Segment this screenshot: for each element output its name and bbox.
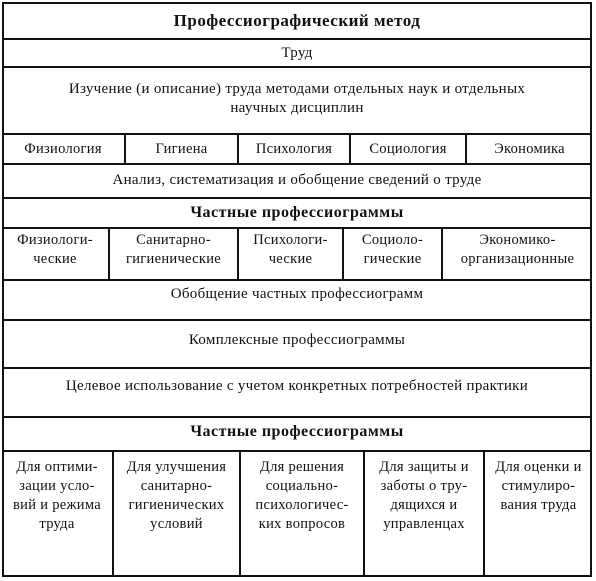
private-professiograms-header-1: Частные профессиограммы: [190, 204, 404, 221]
generalization-box: Обобщение частных профессиограмм: [170, 285, 424, 302]
diagram-title: Профессиографический метод: [173, 11, 421, 30]
science-psychology: Психология: [239, 135, 351, 163]
target-use-box: Целевое использование с учетом конкретных потребностей практики: [65, 377, 529, 394]
purpose-evaluation-stimulation: Для оценки и стимулиро- вания труда: [495, 459, 582, 513]
science-sociology: Социология: [351, 135, 467, 163]
study-box: Изучение (и описание) труда методами отдельных наук и отдельных научных дисциплин: [68, 81, 526, 116]
purpose-social-psychological: Для решения социально- психологичес- ких вопросов: [241, 452, 365, 577]
complex-box: Комплексные профессиограммы: [188, 331, 406, 348]
purposes-row: [2, 452, 592, 577]
private-types-row: [2, 229, 592, 279]
science-economics: Экономика: [494, 140, 565, 157]
science-hygiene: Гигиена: [126, 135, 239, 163]
sciences-row: [2, 135, 592, 163]
type-sanitary-hygienic: Санитарно- гигиенические: [110, 229, 239, 279]
type-psychological: Психологи- ческие: [239, 229, 344, 279]
labor-box: Труд: [281, 44, 313, 61]
type-physiological: Физиологи- ческие: [2, 229, 110, 279]
type-economic-organizational: Экономико- организационные: [460, 232, 575, 267]
type-sociological: Социоло- гические: [344, 229, 443, 279]
purpose-worker-protection: Для защиты и заботы о тру- дящихся и управленцах: [365, 452, 485, 577]
science-physiology: Физиология: [2, 135, 126, 163]
private-professiograms-header-2: Частные профессиограммы: [190, 423, 404, 440]
analysis-box: Анализ, систематизация и обобщение сведений о труде: [112, 171, 482, 188]
purpose-optimization: Для оптими- зации усло- вий и режима труда: [2, 452, 114, 577]
purpose-sanitary-improvement: Для улучшения санитарно- гигиенических условий: [114, 452, 241, 577]
